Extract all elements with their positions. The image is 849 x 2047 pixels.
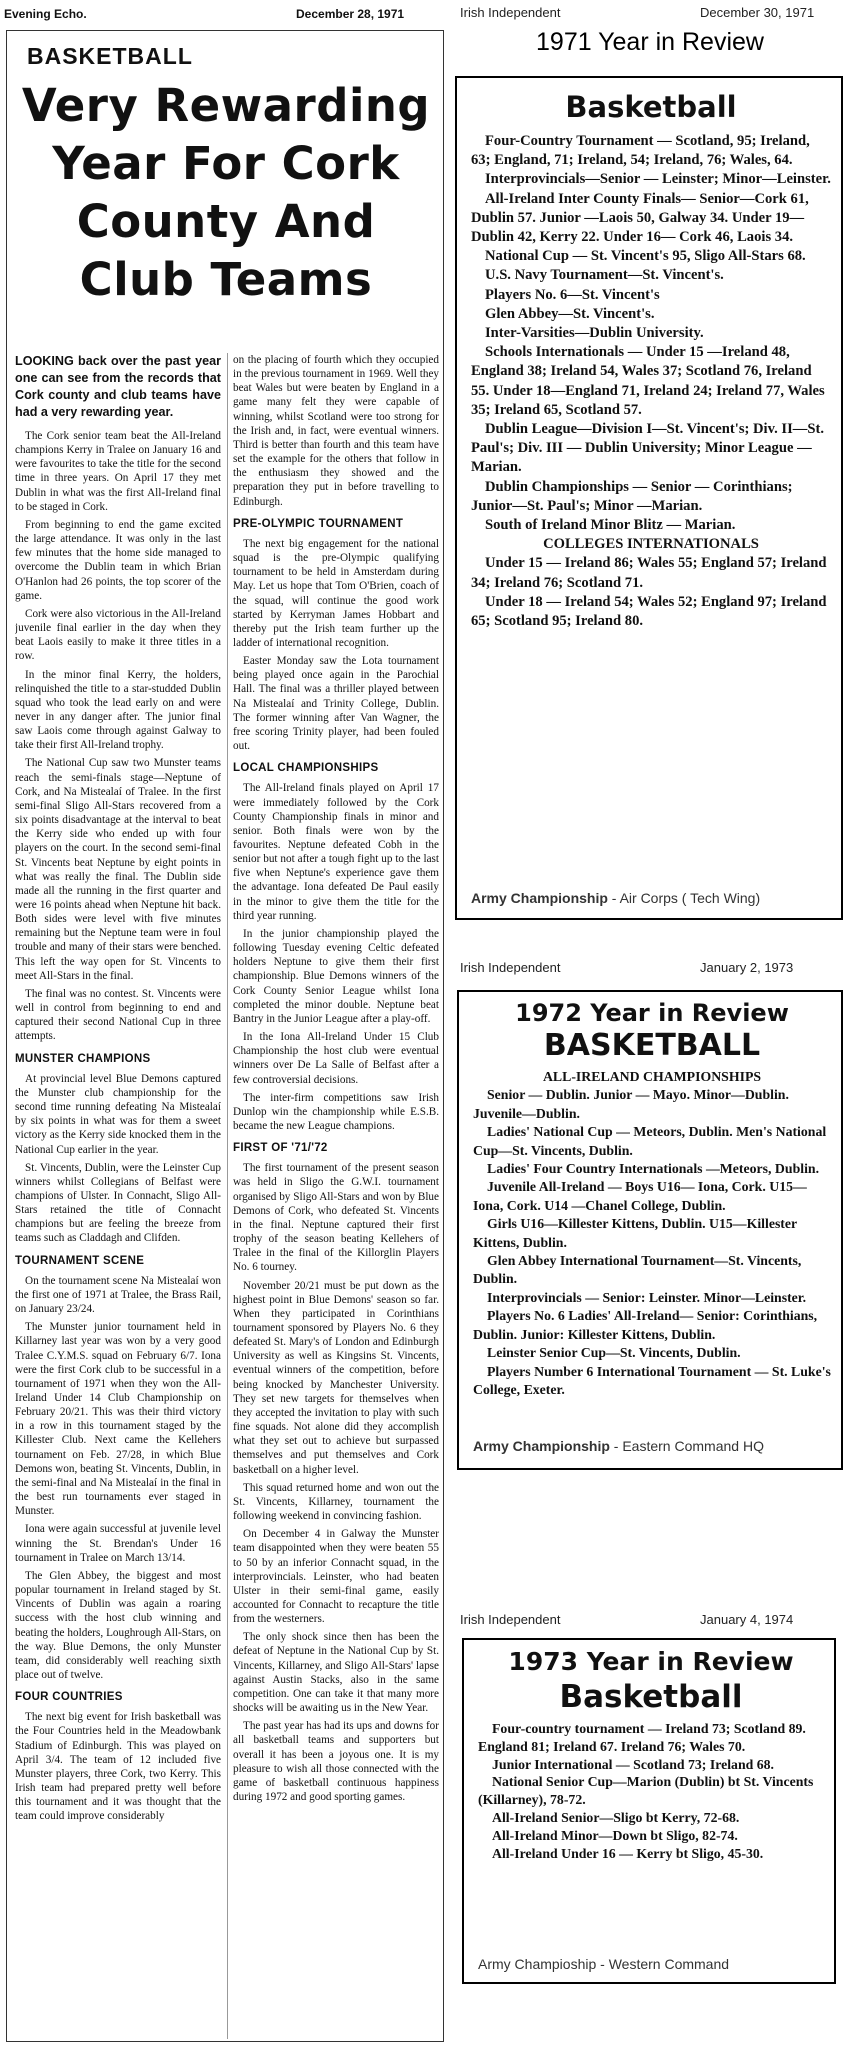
result-entry: Glen Abbey—St. Vincent's. [485,305,655,322]
subheading: PRE-OLYMPIC TOURNAMENT [233,517,404,530]
result-entry: Ladies' National Cup — Meteors, Dublin. Men's National Cup—St. Vincents, Dublin. [473,1124,827,1158]
article-paragraph: November 20/21 must be put down as the highest point in Blue Demons' season so far. When they participated in Corinthians tournament sponsored by Players No. 6 they defeated St. Mary's of London and Edinburgh University as well as Kingsins St. Vincents, eventual winners of the competition, before being knocked by Manchester University. They set new targets for themselves when they accepted the invitation to play with such fine squads. Not alone did they accomplish what they set out to achieve but surpassed themselves and put themselves and Cork basketball on a higher level. [233,1279,439,1476]
echo-header [4,4,444,24]
clip1971-date: December 30, 1971 [700,5,815,20]
article-column-1 [15,353,221,2039]
article-paragraph: on the placing of fourth which they occupied in the previous tournament in 1969. Well they beat Wales but were beaten by England in a game many felt they were capable of winning, whilst Scotland were too strong for the Irish and, in fact, were eventual winners. Third is better than fourth and this team have set the example for the others that follow in the enthusiasm they showed and the preparation they put in before travelling to Edinburgh. [233,354,439,508]
article-paragraph: In the Iona All-Ireland Under 15 Club Championship the host club were eventual winners over De La Salle of Belfast after a few controversial decisions. [233,1031,439,1086]
result-entry: U.S. Navy Tournament—St. Vincent's. [485,267,724,284]
article-paragraph: On the tournament scene Na Mistealaí won the first one of 1971 at Tralee, the Brass Rail, on January 23/24. [15,1274,221,1316]
clip1973-date: January 4, 1974 [700,1612,794,1627]
article-columns [15,353,439,2039]
clip1972-paper: Irish Independent [460,960,561,975]
echo-publication: Evening Echo. [4,7,87,21]
result-entry: Players No. 6 Ladies' All-Ireland— Senior: Corinthians, Dublin. Junior: Killester Kittens, Dublin. [473,1308,818,1342]
article-paragraph: LOOKING back over the past year one can see from the records that Cork county and club teams have had a very rewarding year. [15,354,221,419]
caption-bold: Army Championship [471,890,608,906]
article-paragraph: The next big engagement for the national squad is the pre-Olympic qualifying tournament to be held in Amsterdam during May. Let us hope that Tom O'Brien, coach of the squad, will continue the good work started by Kerryman James Hobbart and thereby put the Irish team further up the ladder of international recognition. [233,537,439,649]
subheading: TOURNAMENT SCENE [15,1254,145,1267]
article-paragraph: In the junior championship played the following Tuesday evening Celtic defeated holders Neptune to give them their first championship. Blue Demons winners of the Cork County Senior League whilst Iona completed the minor double. Neptune beat Bantry in the Junior League after a play-off. [233,927,439,1025]
clip1971-title: 1971 Year in Review [536,28,764,56]
result-entry: Players No. 6—St. Vincent's [485,286,660,303]
result-entry: COLLEGES INTERNATIONALS [543,536,759,553]
headline-line: Very Rewarding [21,79,431,132]
caption-rest: - Eastern Command HQ [609,1438,764,1454]
result-entry: Dublin Championships — Senior — Corinthians; Junior—St. Paul's; Minor —Marian. [471,478,793,514]
clip1973-paper: Irish Independent [460,1612,561,1627]
result-entry: Schools Internationals — Under 15 —Ireland 48, England 38; Ireland 54, Wales 37; Scotland 76, Ireland 55. Under 18—England 71, Ireland 24; Ireland 77, Wales 35; Ireland 65, Scotland 57. [471,344,825,418]
result-entry: Leinster Senior Cup—St. Vincents, Dublin. [487,1345,741,1361]
result-entry: Dublin League—Division I—St. Vincent's; Div. II—St. Paul's; Div. III — Dublin University; Minor League — Marian. [471,421,824,476]
result-entry: Four-Country Tournament — Scotland, 95; Ireland, 63; England, 71; Ireland, 54; Ireland, 76; Wales, 64. [471,133,810,169]
clip1971-box-title: Basketball [565,90,737,124]
result-entry: Ladies' Four Country Internationals —Meteors, Dublin. [487,1161,820,1177]
headline-line: Club Teams [79,253,373,306]
result-entry: All-Ireland Senior—Sligo bt Kerry, 72-68. [492,1809,740,1825]
result-entry: Glen Abbey International Tournament—St. Vincents, Dublin. [473,1253,802,1287]
result-entry: Senior — Dublin. Junior — Mayo. Minor—Dublin. Juvenile—Dublin. [473,1087,789,1121]
clip1973-caption: Army Champioship - Western Command [478,1956,730,1972]
article-paragraph: The Glen Abbey, the biggest and most popular tournament in Ireland staged by St. Vincents of Dublin was again a roaring success with the host club winning and beating the holders, Loughrough All-Stars, on the way. Blue Demons, the only Munster team, did considerably well reaching sixth place out of twelve. [15,1569,221,1681]
clip1971-caption [471,890,760,906]
subheading: FOUR COUNTRIES [15,1691,123,1704]
result-entry: Players Number 6 International Tournament — St. Luke's College, Exeter. [473,1363,831,1397]
column-divider [227,353,228,2039]
result-entry: National Cup — St. Vincent's 95, Sligo All-Stars 68. [485,248,806,265]
article-headline [11,77,441,309]
article-column-2 [233,353,439,2039]
result-entry: Interprovincials—Senior — Leinster; Minor—Leinster. [485,171,831,188]
article-paragraph: In the minor final Kerry, the holders, relinquished the title to a star-studded Dublin squad who took the lead early on and were never in any danger after. The junior final saw Laois come through against Galway to take their first All-Ireland trophy. [15,668,221,752]
result-entry: Four-country tournament — Ireland 73; Scotland 89. England 81; Ireland 67. Ireland 76; Wales 70. [478,1721,806,1754]
result-entry: South of Ireland Minor Blitz — Marian. [485,517,736,534]
result-entry: ALL-IRELAND CHAMPIONSHIPS [542,1069,762,1084]
article-paragraph: This squad returned home and won out the St. Vincents, Killarney, tournament the following weekend in convincing fashion. [233,1481,439,1523]
clip1971-box [455,76,843,920]
caption-rest: - Air Corps ( Tech Wing) [607,890,761,906]
article-section: BASKETBALL [27,43,193,69]
article-paragraph: The first tournament of the present season was held in Sligo the G.W.I. tournament organised by Sligo All-Stars and won by Blue Demons of Cork, who defeated St. Vincents in the final. Neptune captured their first trophy of the season beating Kellehers of Tralee in the final of the Killorglin Players No. 6 tourney. [233,1162,439,1274]
clip1973-title: 1973 Year in Review [508,1647,794,1676]
clip1972-caption [473,1438,764,1454]
result-entry: All-Ireland Minor—Down bt Sligo, 82-74. [492,1827,738,1843]
subheading: LOCAL CHAMPIONSHIPS [233,762,379,775]
article-paragraph: The inter-firm competitions saw Irish Dunlop win the championship while E.S.B. became the new League champions. [233,1091,439,1132]
article-paragraph: The final was no contest. St. Vincents were well in control from beginning to end and captured their second National Cup in three attempts. [15,987,221,1043]
subheading: MUNSTER CHAMPIONS [15,1052,151,1065]
result-entry: All-Ireland Under 16 — Kerry bt Sligo, 45-30. [492,1845,764,1861]
article-paragraph: On December 4 in Galway the Munster team disappointed when they were beaten 55 to 50 by an inferior Connacht squad, in the interprovincials. Leinster, who had beaten Ulster in their semi-final game, easily accounted for Connacht to recapture the title from the westerners. [233,1528,439,1626]
headline-line: Year For Cork [52,137,400,190]
result-entry: Interprovincials — Senior: Leinster. Minor—Leinster. [487,1289,807,1305]
article-paragraph: The All-Ireland finals played on April 17 were immediately followed by the Cork County Championship finals in minor and senior. Both finals were won by the favourites. Neptune defeated Cobh in the senior but not after a tough fight up to the last five when Neptune's experience gave them the advantage. Iona defeated De Paul easily in the minor to give them the title for the third year running. [233,782,439,922]
result-entry: Under 15 — Ireland 86; Wales 55; England 57; Ireland 34; Ireland 76; Scotland 71. [471,555,827,591]
clip1973-box [462,1638,836,1984]
result-entry: Inter-Varsities—Dublin University. [485,325,704,342]
article-paragraph: From beginning to end the game excited the large attendance. It was only in the last few minutes that the home side managed to overcome the Dublin team in which Brian O'Hanlon had 26 points, the top scorer of the game. [15,518,221,602]
article-paragraph: The National Cup saw two Munster teams reach the semi-finals stage—Neptune of Cork, and Na Mistealaí of Tralee. In the first semi-final Sligo All-Stars recovered from a six points disadvantage at the interval to beat the Kerry side who ended up with four players on the court. In the second semi-final St. Vincents beat Neptune by eight points in what was really the final. The Dublin side made all the running in the first quarter and were 16 points ahead when Neptune hit back. Both sides were level with five minutes remaining but the Neptune team were in foul trouble and many of their stars were benched. This left the way open for St. Vincents to meet All-Stars in the final. [15,757,221,982]
result-entry: Juvenile All-Ireland — Boys U16— Iona, Cork. U15—Iona, Cork. U14 —Chanel College, Dublin. [473,1179,807,1213]
caption-bold: Army Championship [473,1438,610,1454]
article-paragraph: At provincial level Blue Demons captured the Munster club championship for the second time running defeating Na Mistealaí by six points in what was for them a sweet victory as the Kerry side knocked them in the National Cup earlier in the year. [15,1072,221,1156]
article-paragraph: The only shock since then has been the defeat of Neptune in the National Cup by St. Vincents, Killarney, and Sligo All-Stars' lapse against Austin Stacks, also in the same competition. One can take it that many more shocks will be awaiting us in the New Year. [233,1631,439,1715]
result-entry: Girls U16—Killester Kittens, Dublin. U15—Killester Kittens, Dublin. [473,1216,797,1250]
evening-echo-article [6,30,444,2042]
headline-line: County And [76,195,376,248]
result-entry: National Senior Cup—Marion (Dublin) bt St. Vincents (Killarney), 78-72. [478,1774,814,1808]
result-entry: Junior International — Scotland 73; Ireland 68. [492,1756,774,1772]
clip1973-box-title: Basketball [559,1679,743,1715]
article-paragraph: Easter Monday saw the Lota tournament being played once again in the Parochial Hall. The final was a thriller played between Na Mistealaí and Trinity College, Dublin. The former winning after Van Wagner, the free scoring Trinity player, had been fouled out. [233,655,439,753]
article-paragraph: The Cork senior team beat the All-Ireland champions Kerry in Tralee on January 16 and were favourites to take the title for the second time in three years. On April 17 they met Dublin in what was the first All-Ireland final to be staged in Cork. [15,430,221,513]
article-paragraph: St. Vincents, Dublin, were the Leinster Cup winners whilst Collegians of Belfast were champions of Ulster. In Connacht, Sligo All-Stars retained the title of Connacht champions but are feeling the breeze from teams such as Claddagh and Clifden. [15,1161,221,1245]
article-paragraph: Cork were also victorious in the All-Ireland juvenile final earlier in the day when they beat Laois easily to make it three titles in a row. [15,607,221,663]
result-entry: Under 18 — Ireland 54; Wales 52; England 97; Ireland 65; Scotland 95; Ireland 80. [471,593,827,630]
result-entry: All-Ireland Inter County Finals— Senior—Cork 61, Dublin 57. Junior —Laois 50, Galway 34. Under 19— Dublin 42, Kerry 22. Under 16— Cork 46, Laois 34. [471,190,809,246]
echo-date: December 28, 1971 [296,7,405,21]
clip1972-title: 1972 Year in Review [515,999,789,1027]
article-paragraph: The past year has had its ups and downs for all basketball teams and supporters but overall it has been a joyous one. It is my pleasure to wish all those connected with the game of basketball continuous happiness during 1972 and good sporting games. [233,1720,439,1803]
clip1972-date: January 2, 1973 [700,960,794,975]
article-paragraph: The next big event for Irish basketball was the Four Countries held in the Meadowbank Stadium of Edinburgh. This was played on April 3/4. The team of 12 included five Munster players, three Cork, two Kerry. This Irish team had prepared pretty well before this tournament and it was thought that the team could improve considerably [15,1711,221,1823]
clip1971-paper: Irish Independent [460,5,561,20]
clip1972-entries [473,998,831,1399]
clip1973-entries [478,1646,824,1862]
clip1972-box-title: BASKETBALL [543,1028,761,1063]
clip1972-box [457,990,843,1470]
article-paragraph: The Munster junior tournament held in Killarney last year was won by a very good Tralee C.Y.M.S. squad on February 6/7. Iona were the first Cork club to be successful in a tournament of 1971 when they won the All-Ireland Under 14 Club Championship on February 20/21. This was their third victory in a row in this tournament staged by the Killester Club. Next came the Kellehers tournament on Feb. 27/28, in which Blue Demons won, beating St. Vincents, Dublin, in the semi-final and Na Mistealaí in the final in the best run tournaments ever staged in Munster. [15,1321,221,1518]
article-paragraph: Iona were again successful at juvenile level winning the St. Brendan's Under 16 tournament in Tralee on March 13/14. [15,1523,221,1564]
clip1971-entries [471,88,831,631]
subheading: FIRST OF '71/'72 [233,1142,328,1155]
